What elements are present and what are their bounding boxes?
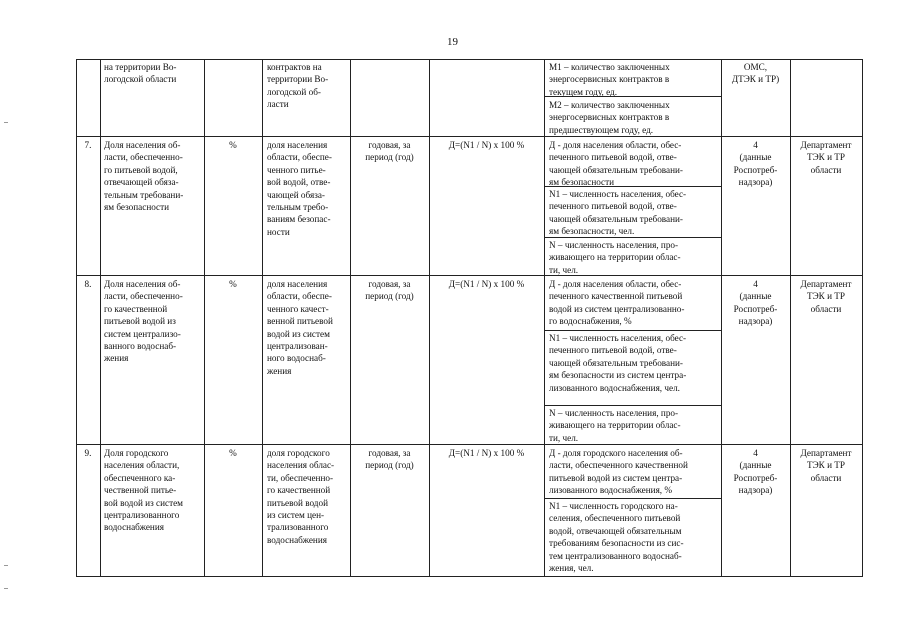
data-source: 4 (данные Роспотреб- надзора) — [733, 279, 778, 327]
row-divider — [76, 275, 863, 276]
cell-divider — [544, 330, 721, 331]
indicator-name: Доля населения об- ласти, обеспеченно- го питьевой водой, отвечающей обяза- тельным требовани- ям безопасности — [104, 140, 184, 213]
variable-description: Д - доля населения области, обес- печенного питьевой водой, отве- чающей обязательным требовани- ям безопасности — [549, 140, 683, 188]
data-source: 4 (данные Роспотреб- надзора) — [733, 448, 778, 496]
periodicity: годовая, за период (год) — [365, 448, 414, 471]
continuation-source: ОМС, ДТЭК и ТР) — [731, 62, 780, 85]
cell-divider — [544, 498, 721, 499]
formula: Д=(N1 / N) х 100 % — [448, 448, 525, 458]
formula: Д=(N1 / N) х 100 % — [448, 279, 525, 289]
variable-description: N – численность населения, про- живающего на территории облас- ти, чел. — [549, 408, 681, 443]
indicator-table — [76, 59, 863, 577]
indicator-definition: доля населения области, обеспе- ченного качест- венной питьевой водой из систем централизован- ного водоснаб- жения — [267, 279, 333, 376]
unit-of-measure: % — [229, 140, 237, 150]
variable-description: Д - доля населения области, обес- печенного качественной питьевой водой из систем централизованно- го водоснабжения, % — [549, 279, 685, 327]
row-divider — [76, 136, 863, 137]
page-number: 19 — [447, 36, 458, 48]
cell-divider — [544, 405, 721, 406]
scan-margin-mark — [4, 565, 8, 566]
periodicity: годовая, за период (год) — [365, 279, 414, 302]
row-number: 9. — [84, 448, 92, 458]
variable-description: N – численность населения, про- живающего на территории облас- ти, чел. — [549, 240, 681, 275]
unit-of-measure: % — [229, 448, 237, 458]
variable-description: N1 – численность населения, обес- печенного питьевой водой, отве- чающей обязательным требовани- ям безопасности из систем центра- лизованного водоснабжения, чел. — [549, 333, 687, 393]
periodicity: годовая, за период (год) — [365, 140, 414, 163]
indicator-definition: доля населения области, обеспе- ченного питье- вой водой, отве- чающей обяза- тельным требо- ваниям безопас- ности — [267, 140, 332, 237]
indicator-name: Доля городского населения области, обеспеченного ка- чественной питье- вой водой из систем централизованного водоснабжения — [104, 448, 183, 533]
responsible-department: Департамент ТЭК и ТР области — [800, 140, 852, 175]
variable-description: Д - доля городского населения об- ласти, обеспеченного качественной питьевой водой из систем центра- лизованного водоснабжения, % — [549, 448, 688, 496]
continuation-variable-m1: М1 – количество заключенных энергосервисных контрактов в текущем году, ед. — [549, 62, 670, 97]
table-border-bottom — [76, 576, 863, 577]
formula: Д=(N1 / N) х 100 % — [448, 140, 525, 150]
row-divider — [76, 444, 863, 445]
indicator-definition: доля городского населения облас- ти, обеспеченно- го качественной питьевой водой из систем цен- трализованного водоснабжения — [267, 448, 335, 545]
responsible-department: Департамент ТЭК и ТР области — [800, 279, 852, 314]
responsible-department: Департамент ТЭК и ТР области — [800, 448, 852, 483]
scan-margin-mark — [4, 122, 8, 123]
variable-description: N1 – численность городского на- селения, обеспеченного питьевой водой, отвечающей обязательным требованиям безопасности из сис- тем централизованного водоснаб- жения, чел. — [549, 501, 684, 574]
continuation-definition: контрактов на территории Во- логодской об- ласти — [267, 62, 329, 110]
row-number: 7. — [84, 140, 92, 150]
indicator-name: Доля населения об- ласти, обеспеченно- го качественной питьевой водой из систем централизо- ванного водоснаб- жения — [104, 279, 183, 364]
row-number: 8. — [84, 279, 92, 289]
continuation-variable-m2: М2 – количество заключенных энергосервисных контрактов в предшествующем году, ед. — [549, 100, 670, 135]
unit-of-measure: % — [229, 279, 237, 289]
table-border-top — [76, 59, 863, 60]
data-source: 4 (данные Роспотреб- надзора) — [733, 140, 778, 188]
scan-margin-mark — [4, 588, 8, 589]
variable-description: N1 – численность населения, обес- печенного питьевой водой, отве- чающей обязательным требовани- ям безопасности, чел. — [549, 189, 687, 237]
continuation-indicator: на территории Во- логодской области — [104, 62, 177, 85]
